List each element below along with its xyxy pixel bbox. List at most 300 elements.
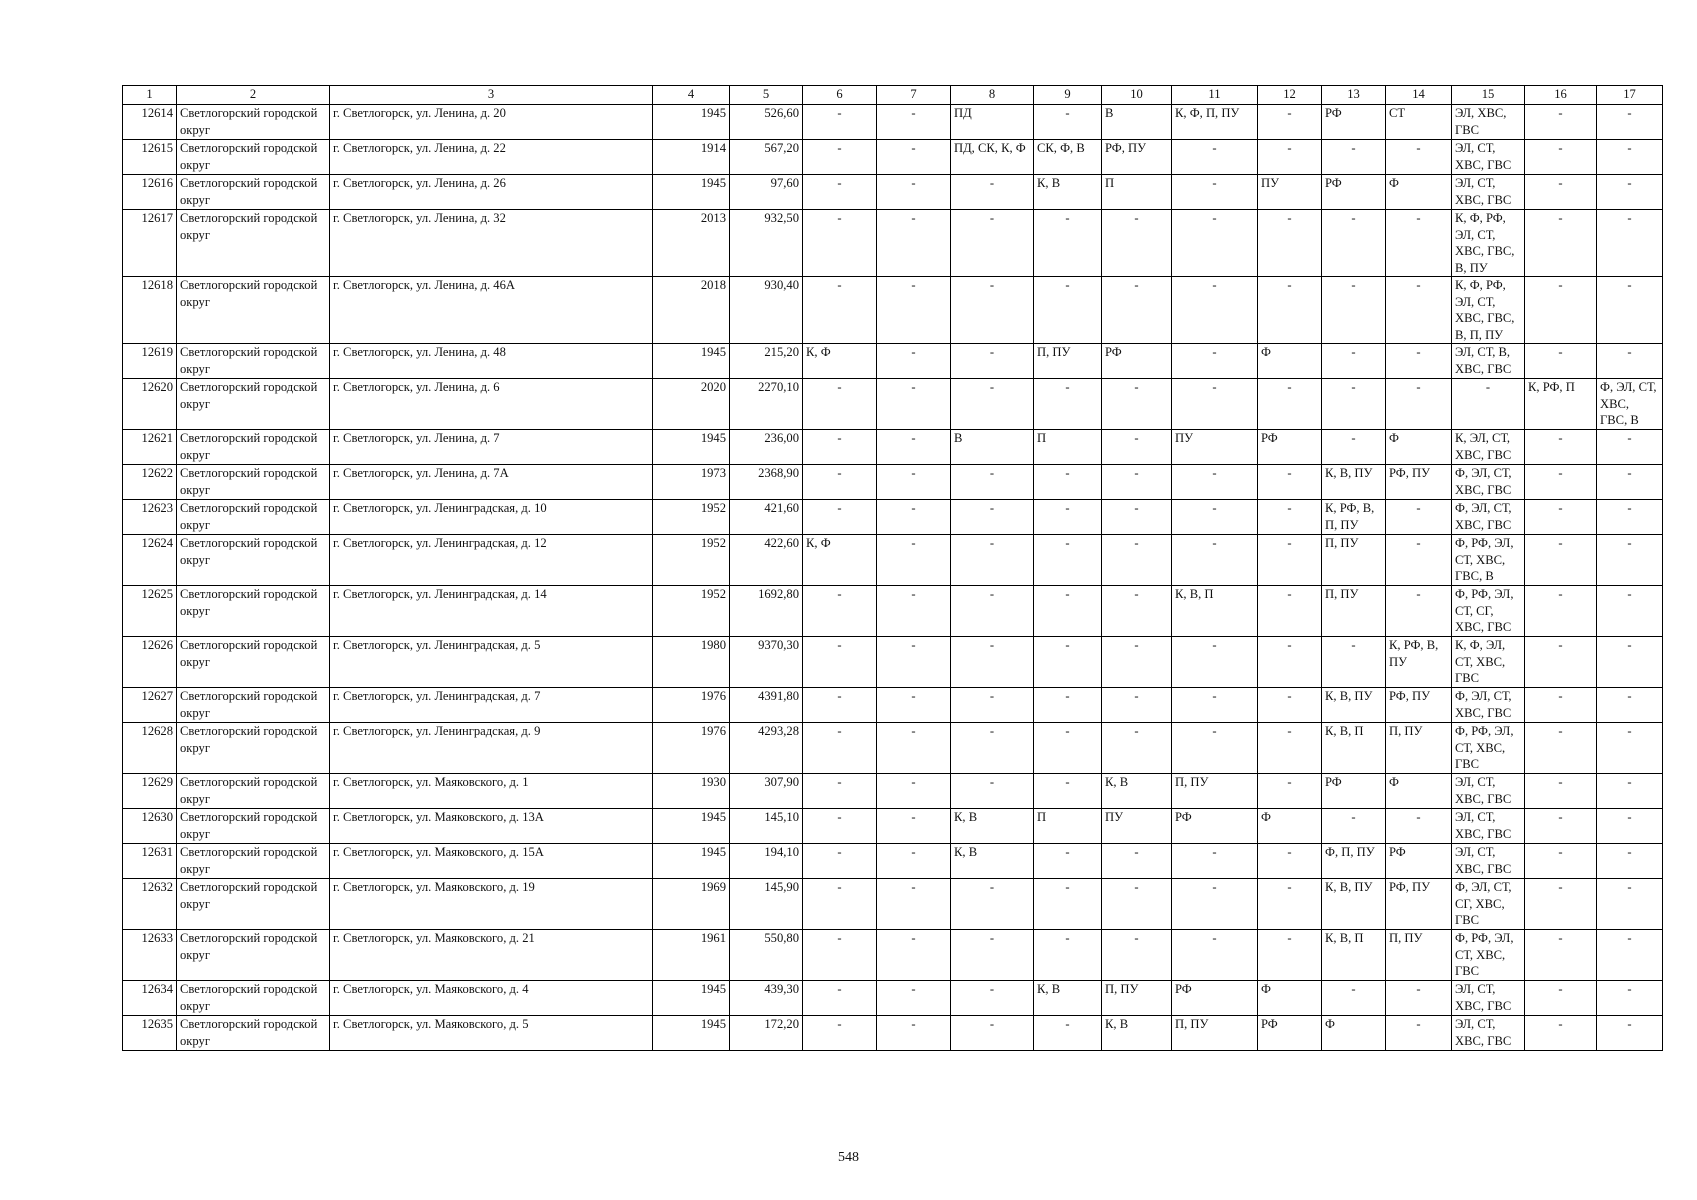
table-cell: - xyxy=(1102,688,1172,723)
table-cell: - xyxy=(803,879,877,930)
table-cell: - xyxy=(951,277,1034,344)
table-cell: - xyxy=(951,1016,1034,1051)
table-cell: - xyxy=(803,844,877,879)
table-cell: 12629 xyxy=(123,774,177,809)
table-row xyxy=(123,175,1663,210)
table-cell: - xyxy=(1172,879,1258,930)
table-cell: - xyxy=(877,1016,951,1051)
table-cell: - xyxy=(1386,500,1452,535)
table-cell: - xyxy=(877,688,951,723)
table-cell: - xyxy=(877,379,951,430)
column-header: 3 xyxy=(330,86,653,105)
table-cell: 12620 xyxy=(123,379,177,430)
table-row xyxy=(123,277,1663,344)
table-cell: 1976 xyxy=(653,688,730,723)
table-cell: К, В, П xyxy=(1322,930,1386,981)
table-row xyxy=(123,809,1663,844)
table-cell: - xyxy=(1386,210,1452,277)
table-cell: ЭЛ, СТ, ХВС, ГВС xyxy=(1452,809,1525,844)
table-cell: К, В xyxy=(951,809,1034,844)
table-cell: РФ xyxy=(1258,430,1322,465)
column-header: 6 xyxy=(803,86,877,105)
table-cell: - xyxy=(1172,637,1258,688)
table-cell: - xyxy=(1258,535,1322,586)
table-cell: - xyxy=(803,277,877,344)
table-cell: К, В xyxy=(1034,981,1102,1016)
table-cell: - xyxy=(1102,500,1172,535)
table-cell: - xyxy=(803,379,877,430)
table-cell: - xyxy=(1597,930,1663,981)
table-cell: г. Светлогорск, ул. Ленинградская, д. 12 xyxy=(330,535,653,586)
table-cell: Светлогорский городской округ xyxy=(177,844,330,879)
table-cell: РФ, ПУ xyxy=(1102,140,1172,175)
table-cell: П, ПУ xyxy=(1386,930,1452,981)
table-cell: Ф, ЭЛ, СТ, ХВС, ГВС xyxy=(1452,688,1525,723)
table-cell: К, В, П xyxy=(1172,586,1258,637)
table-cell: - xyxy=(1525,879,1597,930)
table-cell: - xyxy=(1386,535,1452,586)
table-cell: 1952 xyxy=(653,535,730,586)
table-cell: Светлогорский городской округ xyxy=(177,930,330,981)
column-header: 4 xyxy=(653,86,730,105)
table-cell: - xyxy=(1597,430,1663,465)
table-cell: П, ПУ xyxy=(1322,586,1386,637)
table-cell: РФ xyxy=(1102,344,1172,379)
table-cell: - xyxy=(1102,210,1172,277)
table-cell: 421,60 xyxy=(730,500,803,535)
table-row xyxy=(123,930,1663,981)
table-cell: РФ, ПУ xyxy=(1386,688,1452,723)
table-cell: - xyxy=(951,637,1034,688)
table-cell: 97,60 xyxy=(730,175,803,210)
column-header: 10 xyxy=(1102,86,1172,105)
table-cell: 12622 xyxy=(123,465,177,500)
table-cell: - xyxy=(1597,723,1663,774)
table-cell: - xyxy=(803,465,877,500)
table-cell: - xyxy=(877,586,951,637)
table-cell: - xyxy=(1102,277,1172,344)
table-cell: Ф, П, ПУ xyxy=(1322,844,1386,879)
table-cell: - xyxy=(1258,210,1322,277)
table-cell: - xyxy=(1034,465,1102,500)
table-cell: - xyxy=(951,465,1034,500)
table-cell: 2270,10 xyxy=(730,379,803,430)
table-cell: - xyxy=(1525,277,1597,344)
table-cell: Светлогорский городской округ xyxy=(177,430,330,465)
table-cell: - xyxy=(1258,637,1322,688)
table-cell: - xyxy=(1258,500,1322,535)
table-cell: СТ xyxy=(1386,105,1452,140)
table-cell: - xyxy=(877,465,951,500)
table-cell: г. Светлогорск, ул. Ленина, д. 48 xyxy=(330,344,653,379)
table-cell: - xyxy=(1034,210,1102,277)
table-cell: 2018 xyxy=(653,277,730,344)
table-cell: П xyxy=(1102,175,1172,210)
table-cell: К, Ф xyxy=(803,344,877,379)
column-header: 17 xyxy=(1597,86,1663,105)
table-cell: 12633 xyxy=(123,930,177,981)
table-cell: г. Светлогорск, ул. Ленина, д. 7 xyxy=(330,430,653,465)
table-cell: - xyxy=(1034,879,1102,930)
table-cell: 12632 xyxy=(123,879,177,930)
table-cell: - xyxy=(1172,844,1258,879)
table-cell: 307,90 xyxy=(730,774,803,809)
table-cell: - xyxy=(1525,210,1597,277)
table-cell: РФ xyxy=(1386,844,1452,879)
table-cell: Ф xyxy=(1386,175,1452,210)
table-cell: Светлогорский городской округ xyxy=(177,723,330,774)
table-cell: - xyxy=(1525,981,1597,1016)
table-cell: - xyxy=(1172,344,1258,379)
table-cell: - xyxy=(1525,688,1597,723)
table-cell: - xyxy=(951,586,1034,637)
table-cell: - xyxy=(877,844,951,879)
table-cell: - xyxy=(1258,586,1322,637)
table-cell: ПУ xyxy=(1102,809,1172,844)
table-cell: К, Ф, РФ, ЭЛ, СТ, ХВС, ГВС, В, ПУ xyxy=(1452,210,1525,277)
table-cell: - xyxy=(1172,500,1258,535)
table-cell: г. Светлогорск, ул. Ленина, д. 26 xyxy=(330,175,653,210)
table-cell: - xyxy=(1386,1016,1452,1051)
table-cell: Ф, ЭЛ, СТ, ХВС, ГВС xyxy=(1452,500,1525,535)
table-cell: - xyxy=(1034,379,1102,430)
table-cell: 215,20 xyxy=(730,344,803,379)
table-cell: - xyxy=(1172,465,1258,500)
table-cell: г. Светлогорск, ул. Маяковского, д. 15А xyxy=(330,844,653,879)
table-cell: - xyxy=(1525,809,1597,844)
table-cell: - xyxy=(1322,809,1386,844)
table-cell: К, В, П xyxy=(1322,723,1386,774)
table-cell: г. Светлогорск, ул. Ленинградская, д. 10 xyxy=(330,500,653,535)
table-cell: 439,30 xyxy=(730,981,803,1016)
table-cell: Ф, ЭЛ, СТ, ХВС, ГВС xyxy=(1452,465,1525,500)
table-cell: 1914 xyxy=(653,140,730,175)
table-cell: г. Светлогорск, ул. Ленинградская, д. 14 xyxy=(330,586,653,637)
table-cell: 12618 xyxy=(123,277,177,344)
table-cell: 2368,90 xyxy=(730,465,803,500)
table-cell: - xyxy=(1258,930,1322,981)
table-cell: - xyxy=(951,688,1034,723)
table-cell: ПД xyxy=(951,105,1034,140)
table-cell: 1952 xyxy=(653,586,730,637)
table-cell: - xyxy=(1525,140,1597,175)
table-cell: П, ПУ xyxy=(1172,774,1258,809)
table-cell: К, ЭЛ, СТ, ХВС, ГВС xyxy=(1452,430,1525,465)
table-cell: Светлогорский городской округ xyxy=(177,879,330,930)
table-cell: - xyxy=(803,105,877,140)
table-cell: г. Светлогорск, ул. Маяковского, д. 19 xyxy=(330,879,653,930)
table-cell: - xyxy=(951,500,1034,535)
table-cell: 1961 xyxy=(653,930,730,981)
table-cell: 1952 xyxy=(653,500,730,535)
table-cell: СК, Ф, В xyxy=(1034,140,1102,175)
table-cell: - xyxy=(877,809,951,844)
table-row xyxy=(123,688,1663,723)
table-cell: - xyxy=(1597,637,1663,688)
table-cell: 1973 xyxy=(653,465,730,500)
table-cell: К, В, ПУ xyxy=(1322,465,1386,500)
table-cell: П, ПУ xyxy=(1172,1016,1258,1051)
table-cell: 12631 xyxy=(123,844,177,879)
table-cell: В xyxy=(1102,105,1172,140)
table-cell: Светлогорский городской округ xyxy=(177,105,330,140)
table-cell: П, ПУ xyxy=(1034,344,1102,379)
table-cell: ПУ xyxy=(1258,175,1322,210)
table-cell: ПД, СК, К, Ф xyxy=(951,140,1034,175)
table-cell: 12615 xyxy=(123,140,177,175)
table-cell: г. Светлогорск, ул. Маяковского, д. 5 xyxy=(330,1016,653,1051)
table-cell: - xyxy=(803,688,877,723)
table-cell: - xyxy=(1597,535,1663,586)
table-row xyxy=(123,586,1663,637)
table-cell: 12621 xyxy=(123,430,177,465)
table-cell: 12626 xyxy=(123,637,177,688)
table-cell: - xyxy=(1258,844,1322,879)
table-cell: - xyxy=(1525,637,1597,688)
table-row xyxy=(123,1016,1663,1051)
table-cell: г. Светлогорск, ул. Маяковского, д. 13А xyxy=(330,809,653,844)
table-cell: 12614 xyxy=(123,105,177,140)
table-cell: - xyxy=(877,723,951,774)
table-cell: К, РФ, П xyxy=(1525,379,1597,430)
table-cell: - xyxy=(803,140,877,175)
table-cell: 12634 xyxy=(123,981,177,1016)
table-cell: Светлогорский городской округ xyxy=(177,344,330,379)
table-cell: 145,90 xyxy=(730,879,803,930)
column-header: 14 xyxy=(1386,86,1452,105)
table-cell: г. Светлогорск, ул. Ленина, д. 22 xyxy=(330,140,653,175)
table-cell: ЭЛ, СТ, ХВС, ГВС xyxy=(1452,175,1525,210)
table-cell: - xyxy=(1597,140,1663,175)
table-cell: 1980 xyxy=(653,637,730,688)
column-header: 15 xyxy=(1452,86,1525,105)
table-cell: ЭЛ, СТ, В, ХВС, ГВС xyxy=(1452,344,1525,379)
table-cell: - xyxy=(1386,344,1452,379)
table-cell: ПУ xyxy=(1172,430,1258,465)
table-cell: - xyxy=(1258,688,1322,723)
table-cell: - xyxy=(877,210,951,277)
table-cell: РФ, ПУ xyxy=(1386,879,1452,930)
table-cell: - xyxy=(803,586,877,637)
table-cell: 12617 xyxy=(123,210,177,277)
table-cell: 526,60 xyxy=(730,105,803,140)
table-cell: Светлогорский городской округ xyxy=(177,1016,330,1051)
table-row xyxy=(123,637,1663,688)
table-cell: - xyxy=(1034,637,1102,688)
table-cell: - xyxy=(877,774,951,809)
table-cell: 236,00 xyxy=(730,430,803,465)
table-cell: 422,60 xyxy=(730,535,803,586)
table-cell: К, Ф, РФ, ЭЛ, СТ, ХВС, ГВС, В, П, ПУ xyxy=(1452,277,1525,344)
table-cell: - xyxy=(1386,379,1452,430)
table-cell: 12627 xyxy=(123,688,177,723)
table-cell: - xyxy=(877,930,951,981)
table-cell: 12616 xyxy=(123,175,177,210)
table-cell: - xyxy=(877,879,951,930)
table-cell: - xyxy=(803,930,877,981)
table-cell: 1945 xyxy=(653,105,730,140)
table-cell: - xyxy=(1525,500,1597,535)
table-cell: - xyxy=(803,637,877,688)
table-cell: К, РФ, В, ПУ xyxy=(1386,637,1452,688)
table-row xyxy=(123,981,1663,1016)
table-cell: П xyxy=(1034,809,1102,844)
table-cell: К, В xyxy=(1102,1016,1172,1051)
table-cell: РФ xyxy=(1172,981,1258,1016)
table-cell: Светлогорский городской округ xyxy=(177,586,330,637)
table-cell: П, ПУ xyxy=(1322,535,1386,586)
table-cell: Ф xyxy=(1258,809,1322,844)
table-cell: - xyxy=(803,1016,877,1051)
table-cell: К, В xyxy=(1034,175,1102,210)
table-row xyxy=(123,844,1663,879)
table-cell: - xyxy=(1034,688,1102,723)
table-cell: 9370,30 xyxy=(730,637,803,688)
table-cell: - xyxy=(1597,586,1663,637)
column-header: 11 xyxy=(1172,86,1258,105)
table-cell: - xyxy=(1034,723,1102,774)
table-cell: - xyxy=(1172,688,1258,723)
table-cell: Ф, РФ, ЭЛ, СТ, ХВС, ГВС xyxy=(1452,723,1525,774)
table-cell: - xyxy=(1172,140,1258,175)
table-row xyxy=(123,774,1663,809)
table-cell: - xyxy=(877,535,951,586)
table-cell: ЭЛ, СТ, ХВС, ГВС xyxy=(1452,1016,1525,1051)
table-cell: 567,20 xyxy=(730,140,803,175)
table-cell: - xyxy=(877,981,951,1016)
table-cell: - xyxy=(1258,140,1322,175)
column-header: 5 xyxy=(730,86,803,105)
table-row xyxy=(123,379,1663,430)
table-cell: г. Светлогорск, ул. Маяковского, д. 21 xyxy=(330,930,653,981)
table-cell: - xyxy=(1452,379,1525,430)
table-row xyxy=(123,430,1663,465)
column-header: 7 xyxy=(877,86,951,105)
table-cell: П, ПУ xyxy=(1102,981,1172,1016)
table-cell: г. Светлогорск, ул. Ленинградская, д. 7 xyxy=(330,688,653,723)
table-cell: - xyxy=(1322,210,1386,277)
table-cell: 1976 xyxy=(653,723,730,774)
table-cell: К, Ф, ЭЛ, СТ, ХВС, ГВС xyxy=(1452,637,1525,688)
table-cell: Ф xyxy=(1386,774,1452,809)
table-cell: - xyxy=(877,140,951,175)
table-cell: - xyxy=(1597,688,1663,723)
table-cell: - xyxy=(1102,535,1172,586)
table-cell: - xyxy=(1172,930,1258,981)
table-cell: - xyxy=(951,535,1034,586)
table-cell: - xyxy=(1322,277,1386,344)
table-cell: В xyxy=(951,430,1034,465)
table-row xyxy=(123,344,1663,379)
table-cell: - xyxy=(1322,140,1386,175)
table-cell: - xyxy=(1258,277,1322,344)
table-cell: Светлогорский городской округ xyxy=(177,774,330,809)
table-cell: - xyxy=(1597,879,1663,930)
table-cell: ЭЛ, СТ, ХВС, ГВС xyxy=(1452,774,1525,809)
table-row xyxy=(123,879,1663,930)
table-cell: - xyxy=(877,277,951,344)
table-cell: 12625 xyxy=(123,586,177,637)
table-cell: - xyxy=(951,175,1034,210)
table-cell: РФ xyxy=(1258,1016,1322,1051)
table-cell: 12635 xyxy=(123,1016,177,1051)
table-cell: - xyxy=(1525,175,1597,210)
table-cell: - xyxy=(951,879,1034,930)
table-cell: К, Ф, П, ПУ xyxy=(1172,105,1258,140)
column-header: 13 xyxy=(1322,86,1386,105)
table-cell: - xyxy=(877,175,951,210)
table-cell: - xyxy=(803,210,877,277)
table-cell: ЭЛ, СТ, ХВС, ГВС xyxy=(1452,140,1525,175)
table-cell: Светлогорский городской округ xyxy=(177,688,330,723)
table-cell: - xyxy=(951,930,1034,981)
table-cell: Ф xyxy=(1258,344,1322,379)
table-cell: - xyxy=(1034,930,1102,981)
table-cell: Светлогорский городской округ xyxy=(177,981,330,1016)
table-cell: - xyxy=(1525,430,1597,465)
table-cell: 1945 xyxy=(653,1016,730,1051)
column-header: 12 xyxy=(1258,86,1322,105)
table-cell: - xyxy=(1597,277,1663,344)
table-cell: П xyxy=(1034,430,1102,465)
table-cell: - xyxy=(1322,379,1386,430)
table-cell: - xyxy=(1525,586,1597,637)
table-cell: - xyxy=(1102,586,1172,637)
table-cell: - xyxy=(803,175,877,210)
table-cell: - xyxy=(1258,379,1322,430)
table-row xyxy=(123,140,1663,175)
table-cell: 1945 xyxy=(653,981,730,1016)
table-cell: - xyxy=(1172,277,1258,344)
table-cell: ЭЛ, ХВС, ГВС xyxy=(1452,105,1525,140)
table-cell: К, В xyxy=(951,844,1034,879)
table-cell: - xyxy=(1258,879,1322,930)
column-header: 1 xyxy=(123,86,177,105)
table-cell: - xyxy=(1258,105,1322,140)
table-row xyxy=(123,465,1663,500)
table-cell: - xyxy=(877,430,951,465)
table-cell: - xyxy=(1258,723,1322,774)
table-cell: К, РФ, В, П, ПУ xyxy=(1322,500,1386,535)
table-cell: - xyxy=(1525,465,1597,500)
table-cell: - xyxy=(1597,344,1663,379)
table-cell: - xyxy=(1525,1016,1597,1051)
table-cell: - xyxy=(1386,809,1452,844)
column-header: 9 xyxy=(1034,86,1102,105)
table-cell: 1945 xyxy=(653,844,730,879)
table-cell: Светлогорский городской округ xyxy=(177,140,330,175)
table-cell: - xyxy=(877,344,951,379)
table-cell: г. Светлогорск, ул. Ленинградская, д. 9 xyxy=(330,723,653,774)
table-cell: 12628 xyxy=(123,723,177,774)
table-body xyxy=(123,105,1663,1051)
table-cell: - xyxy=(1386,981,1452,1016)
table-cell: - xyxy=(1102,465,1172,500)
table-row xyxy=(123,723,1663,774)
table-cell: 172,20 xyxy=(730,1016,803,1051)
table-cell: 1930 xyxy=(653,774,730,809)
column-header: 2 xyxy=(177,86,330,105)
table-cell: г. Светлогорск, ул. Ленина, д. 20 xyxy=(330,105,653,140)
table-cell: - xyxy=(1525,105,1597,140)
table-cell: - xyxy=(1322,344,1386,379)
table-cell: - xyxy=(951,379,1034,430)
table-cell: - xyxy=(1034,774,1102,809)
table-cell: Ф xyxy=(1258,981,1322,1016)
table-cell: Светлогорский городской округ xyxy=(177,500,330,535)
table-cell: - xyxy=(951,344,1034,379)
table-cell: - xyxy=(1597,175,1663,210)
